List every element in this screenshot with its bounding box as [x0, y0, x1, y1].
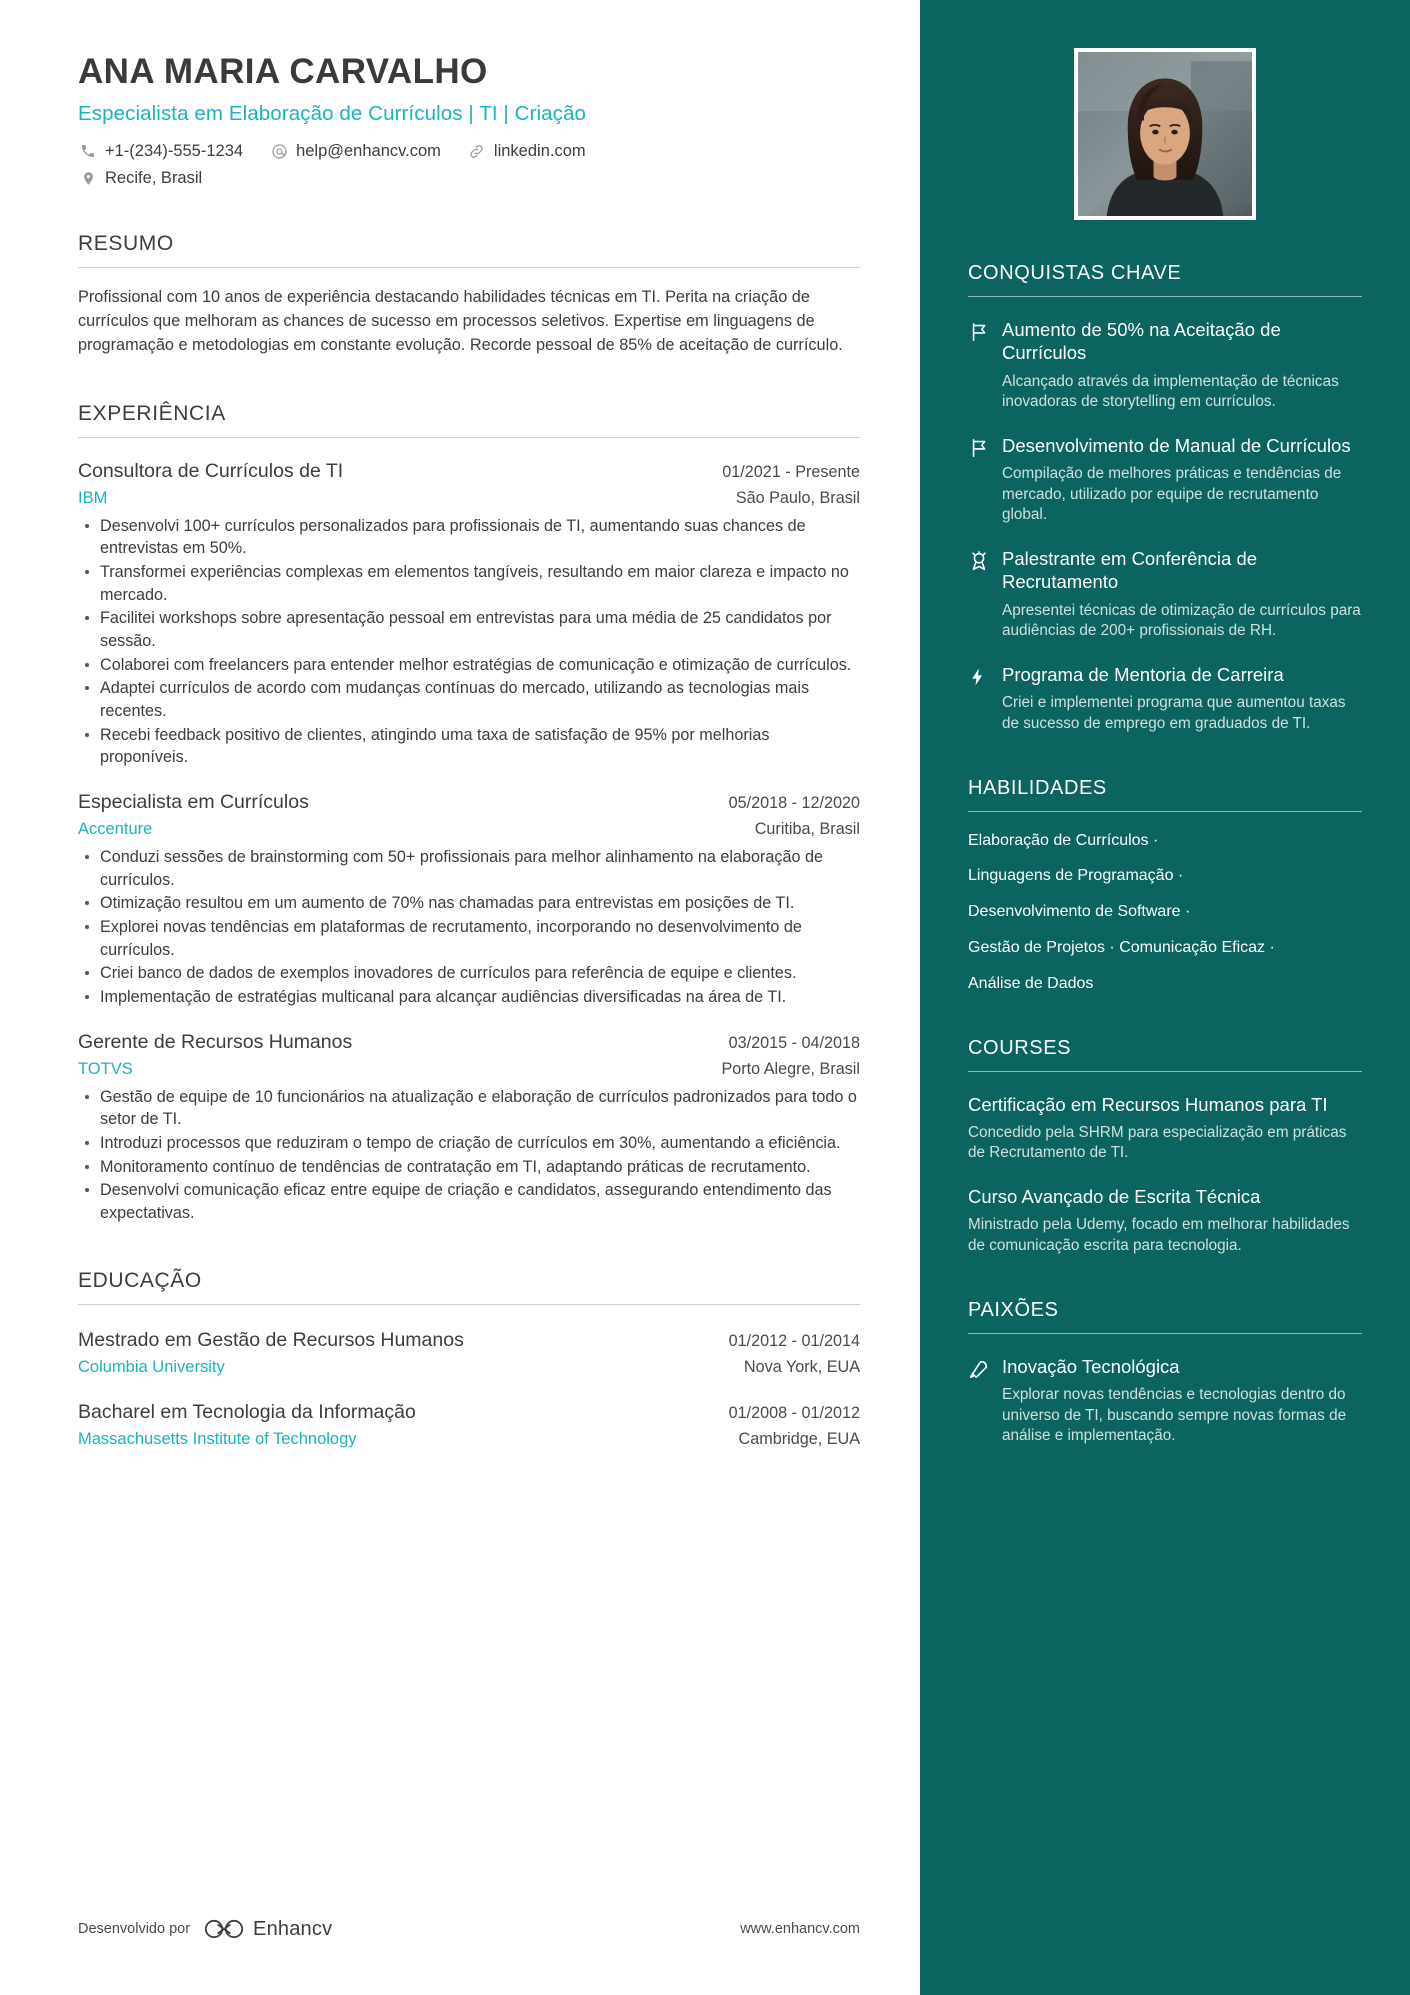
achievement-title: Aumento de 50% na Aceitação de Currículos — [1002, 319, 1281, 364]
divider — [78, 267, 860, 268]
contact-location — [78, 168, 202, 188]
skills-heading: HABILIDADES — [968, 776, 1107, 799]
education-entry-head — [78, 1401, 860, 1424]
list-item: Criei banco de dados de exemplos inovadores de currículos para referência de equipe e clientes. — [78, 962, 860, 985]
skill-row: Elaboração de Currículos · — [968, 831, 1159, 849]
section-summary — [78, 232, 860, 357]
contact-email[interactable] — [269, 141, 441, 161]
job-location: São Paulo, Brasil — [735, 488, 860, 507]
company-name: TOTVS — [78, 1059, 133, 1078]
summary-heading: RESUMO — [78, 232, 174, 256]
degree-title: Mestrado em Gestão de Recursos Humanos — [78, 1328, 464, 1351]
achievement-item — [968, 547, 1362, 642]
contact-link-text: linkedin.com — [493, 141, 586, 160]
phone-icon — [78, 141, 98, 161]
job-title: Especialista em Currículos — [78, 790, 309, 813]
school-name: Columbia University — [78, 1357, 225, 1376]
list-item: Adaptei currículos de acordo com mudanças contínuas do mercado, utilizando as tecnologias mais recentes. — [78, 677, 860, 722]
section-experience — [78, 402, 860, 1225]
achievement-description: Alcançado através da implementação de técnicas inovadoras de storytelling em currículos. — [1002, 372, 1339, 411]
school-location: Nova York, EUA — [743, 1357, 860, 1376]
education-entry-sub — [78, 1358, 860, 1377]
divider — [968, 811, 1362, 812]
contact-phone[interactable] — [78, 141, 243, 161]
achievement-body — [1002, 547, 1362, 642]
job-dates: 03/2015 - 04/2018 — [728, 1033, 860, 1052]
award-medal-icon — [968, 547, 1002, 642]
job-bullets — [78, 1086, 860, 1225]
page-title: ANA MARIA CARVALHO — [78, 52, 488, 91]
course-item — [968, 1093, 1362, 1165]
list-item: Introduzi processos que reduziram o tempo de criação de currículos em 30%, aumentando a eficiência. — [78, 1132, 860, 1155]
contact-line-2 — [78, 168, 860, 188]
contact-link[interactable] — [467, 141, 586, 161]
divider — [968, 296, 1362, 297]
skills-list — [968, 831, 1362, 995]
list-item: Monitoramento contínuo de tendências de contratação em TI, adaptando práticas de recrutamento. — [78, 1156, 860, 1179]
job-bullets — [78, 515, 860, 769]
list-item: Facilitei workshops sobre apresentação pessoal em entrevistas para uma média de 25 candidatos por sessão. — [78, 607, 860, 652]
contact-line-1 — [78, 141, 860, 161]
footer-brand-block — [78, 1917, 332, 1941]
achievement-title: Programa de Mentoria de Carreira — [1002, 663, 1284, 685]
achievement-body — [1002, 434, 1362, 526]
rocket-icon — [968, 1355, 1002, 1447]
footer-website[interactable]: www.enhancv.com — [740, 1921, 860, 1937]
school-name: Massachusetts Institute of Technology — [78, 1429, 357, 1448]
job-title: Gerente de Recursos Humanos — [78, 1030, 353, 1053]
sidebar-section-achievements — [968, 262, 1362, 735]
sidebar-section-skills — [968, 777, 1362, 995]
achievement-title: Desenvolvimento de Manual de Currículos — [1002, 434, 1351, 456]
achievement-body — [1002, 663, 1362, 735]
education-entry-head — [78, 1329, 860, 1352]
achievement-description: Criei e implementei programa que aumentou taxas de sucesso de emprego em graduados de TI. — [1002, 694, 1346, 732]
degree-dates: 01/2008 - 01/2012 — [728, 1403, 860, 1422]
experience-entry-sub — [78, 1060, 860, 1079]
footer-made-by-label: Desenvolvido por — [78, 1921, 191, 1937]
summary-text: Profissional com 10 anos de experiência destacando habilidades técnicas em TI. Perita na criação de currículos que melhoram as chances de sucesso em processos seletivos. Expertise em linguagens de programação e metodologias em constante evolução. Recorde pessoal de 85% de aceitação de currículo. — [78, 288, 843, 355]
achievement-title: Palestrante em Conferência de Recrutamento — [1002, 548, 1258, 593]
job-location: Porto Alegre, Brasil — [721, 1059, 860, 1078]
passion-title: Inovação Tecnológica — [1002, 1355, 1180, 1377]
job-dates: 05/2018 - 12/2020 — [728, 793, 860, 812]
list-item: Explorei novas tendências em plataformas de recrutamento, incorporando no desenvolvimento de currículos. — [78, 916, 860, 961]
location-pin-icon — [78, 168, 98, 188]
sidebar-section-courses — [968, 1037, 1362, 1257]
list-item: Otimização resultou em um aumento de 70% nas chamadas para entrevistas em posições de TI. — [78, 892, 860, 915]
experience-entry — [78, 791, 860, 1009]
passion-item — [968, 1355, 1362, 1447]
achievement-description: Compilação de melhores práticas e tendências de mercado, utilizado por equipe de recrutamento global. — [1002, 465, 1342, 524]
link-icon — [467, 141, 487, 161]
list-item: Conduzi sessões de brainstorming com 50+ profissionais para melhor alinhamento na elaboração de currículos. — [78, 846, 860, 891]
contact-block — [78, 141, 860, 188]
education-entry-sub — [78, 1430, 860, 1449]
brand-logo — [204, 1917, 332, 1941]
job-bullets — [78, 846, 860, 1009]
flag-icon — [968, 318, 1002, 413]
enhancv-infinity-icon — [204, 1917, 244, 1941]
education-entry — [78, 1329, 860, 1377]
contact-phone-text: +1-(234)-555-1234 — [105, 141, 244, 160]
avatar — [1074, 48, 1256, 220]
job-location: Curitiba, Brasil — [754, 819, 860, 838]
lightning-bolt-icon — [968, 663, 1002, 735]
list-item: Recebi feedback positivo de clientes, atingindo uma taxa de satisfação de 95% por melhorias proponíveis. — [78, 724, 860, 769]
achievement-description: Apresentei técnicas de otimização de currículos para audiências de 200+ profissionais de RH. — [1002, 601, 1361, 640]
job-dates: 01/2021 - Presente — [722, 462, 860, 481]
list-item: Desenvolvi 100+ currículos personalizados para profissionais de TI, aumentando suas chances de entrevistas em 50%. — [78, 515, 860, 560]
list-item: Implementação de estratégias multicanal para alcançar audiências diversificadas na área de TI. — [78, 986, 860, 1009]
sidebar — [920, 0, 1410, 1995]
course-title: Curso Avançado de Escrita Técnica — [968, 1186, 1261, 1208]
photo-container — [968, 48, 1362, 220]
experience-entry — [78, 1031, 860, 1225]
passion-description: Explorar novas tendências e tecnologias dentro do universo de TI, buscando sempre novas formas de análise e implementação. — [1002, 1385, 1347, 1445]
skill-row: Gestão de Projetos · Comunicação Eficaz · — [968, 938, 1275, 956]
achievement-item — [968, 434, 1362, 526]
list-item: Colaborei com freelancers para entender melhor estratégias de comunicação e otimização de currículos. — [78, 654, 860, 677]
contact-email-text: help@enhancv.com — [296, 141, 441, 160]
experience-entry-sub — [78, 820, 860, 839]
experience-entry-head — [78, 460, 860, 483]
sidebar-section-passions — [968, 1299, 1362, 1447]
list-item: Gestão de equipe de 10 funcionários na atualização e elaboração de currículos padronizados para todo o setor de TI. — [78, 1086, 860, 1131]
achievement-item — [968, 663, 1362, 735]
experience-entry-head — [78, 791, 860, 814]
degree-dates: 01/2012 - 01/2014 — [728, 1331, 860, 1350]
experience-entry-head — [78, 1031, 860, 1054]
skill-row: Análise de Dados — [968, 974, 1094, 992]
experience-heading: EXPERIÊNCIA — [78, 401, 226, 425]
skill-row: Desenvolvimento de Software · — [968, 903, 1191, 921]
contact-location-text: Recife, Brasil — [105, 168, 203, 187]
course-item — [968, 1185, 1362, 1257]
experience-entry-sub — [78, 489, 860, 508]
achievements-heading: CONQUISTAS CHAVE — [968, 262, 1182, 284]
divider — [968, 1333, 1362, 1334]
course-title: Certificação em Recursos Humanos para TI — [968, 1093, 1328, 1115]
professional-headline: Especialista em Elaboração de Currículos | TI | Criação — [78, 102, 586, 126]
degree-title: Bacharel em Tecnologia da Informação — [78, 1400, 416, 1423]
job-title: Consultora de Currículos de TI — [78, 459, 344, 482]
school-location: Cambridge, EUA — [738, 1429, 860, 1448]
education-entry — [78, 1401, 860, 1449]
education-heading: EDUCAÇÃO — [78, 1268, 202, 1292]
flag-icon — [968, 434, 1002, 526]
course-description: Concedido pela SHRM para especialização em práticas de Recrutamento de TI. — [968, 1123, 1347, 1162]
divider — [78, 1304, 860, 1305]
courses-heading: COURSES — [968, 1036, 1072, 1059]
email-icon — [269, 141, 289, 161]
divider — [968, 1071, 1362, 1072]
company-name: IBM — [78, 488, 108, 507]
passion-body — [1002, 1355, 1362, 1447]
brand-name: Enhancv — [253, 1917, 333, 1940]
achievement-body — [1002, 318, 1362, 413]
company-name: Accenture — [78, 819, 153, 838]
section-education — [78, 1269, 860, 1449]
skill-row: Linguagens de Programação · — [968, 867, 1184, 885]
passions-heading: PAIXÕES — [968, 1298, 1059, 1321]
course-description: Ministrado pela Udemy, focado em melhorar habilidades de comunicação escrita para tecnologia. — [968, 1216, 1350, 1255]
list-item: Transformei experiências complexas em elementos tangíveis, resultando em maior clareza e impacto no mercado. — [78, 561, 860, 606]
list-item: Desenvolvi comunicação eficaz entre equipe de criação e candidatos, assegurando entendimento das expectativas. — [78, 1179, 860, 1224]
experience-entry — [78, 460, 860, 769]
achievement-item — [968, 318, 1362, 413]
page-footer — [78, 1917, 860, 1941]
divider — [78, 437, 860, 438]
